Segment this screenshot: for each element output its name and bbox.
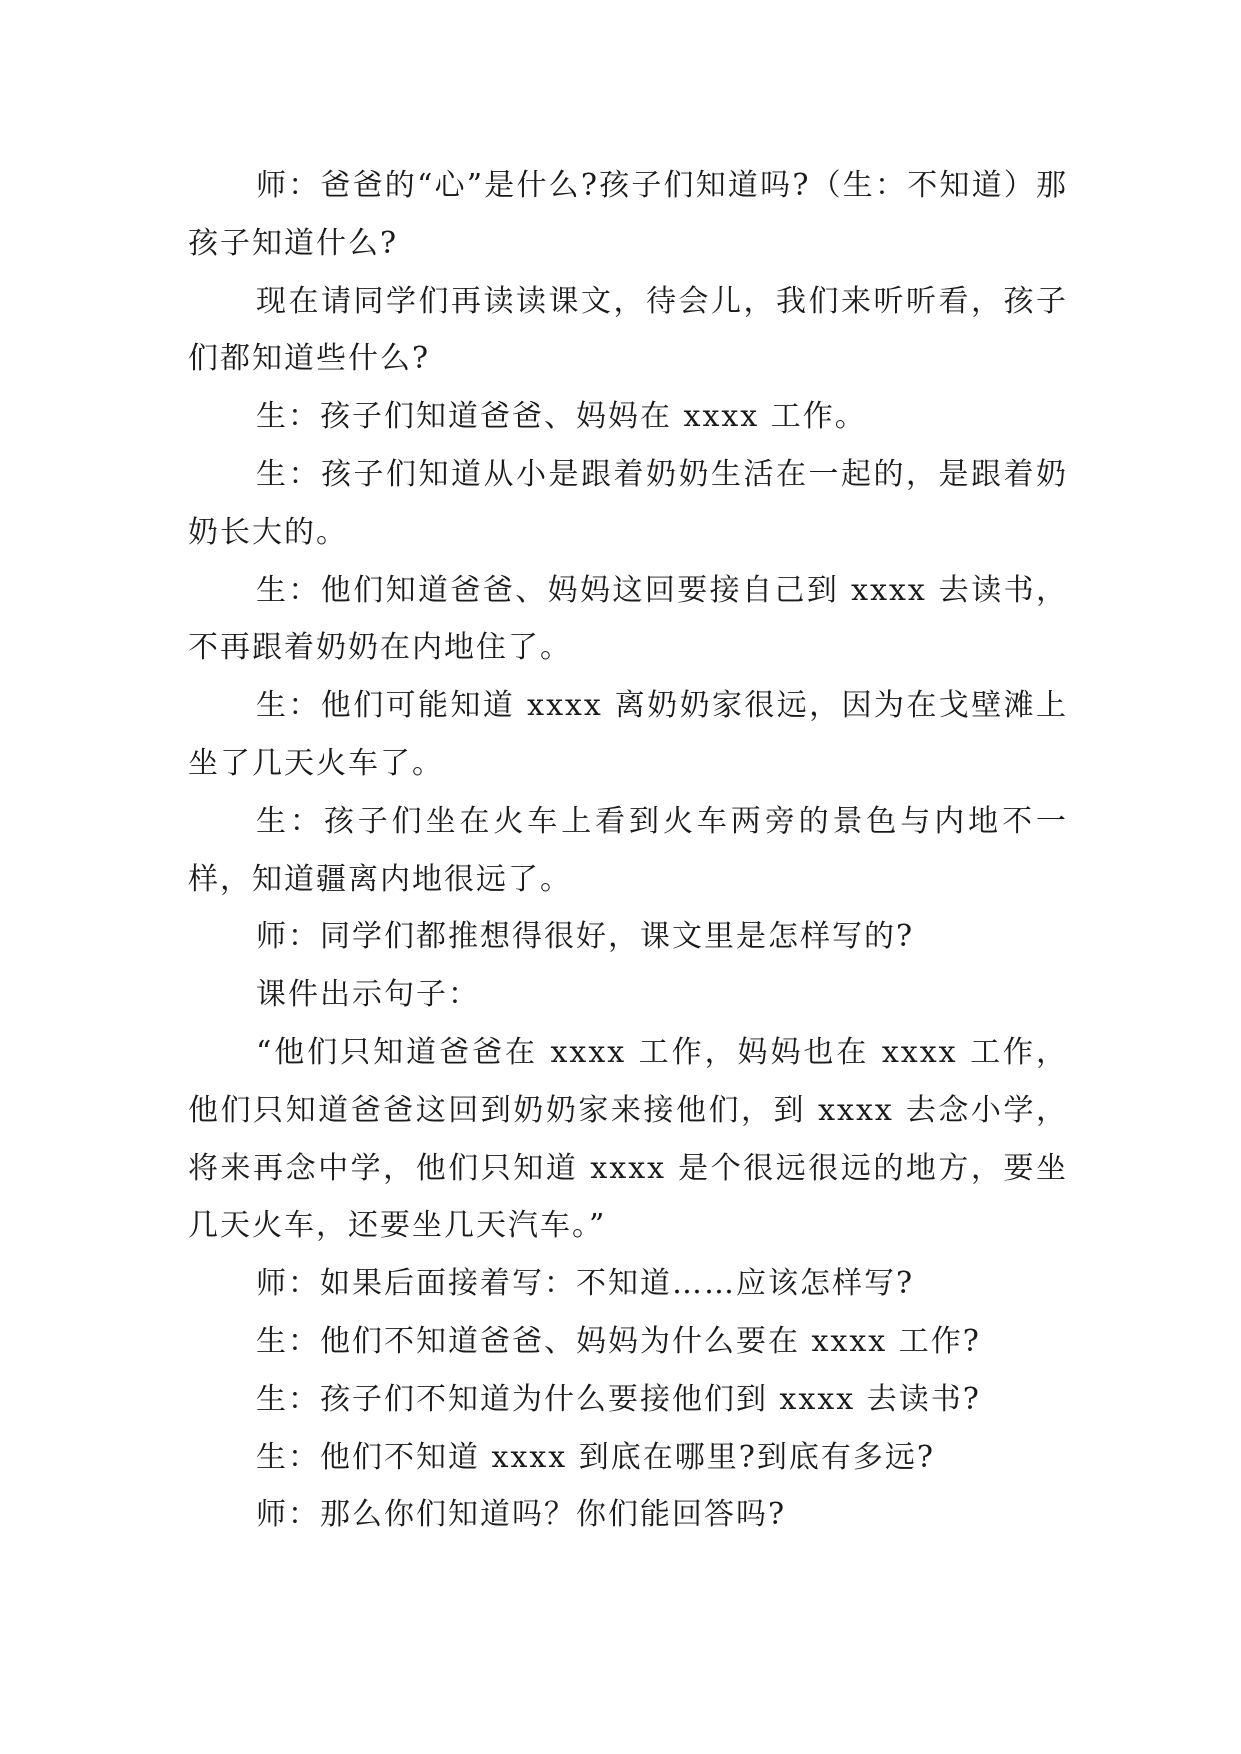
paragraph: 生：孩子们不知道为什么要接他们到 xxxx 去读书? — [256, 1381, 981, 1417]
quoted-passage: “他们只知道爸爸在 xxxx 工作，妈妈也在 xxxx 工作，他们只知道爸爸这回到奶奶家来接他们，到 xxxx 去念小学，将来再念中学，他们只知道 xxxx 是个很远很远的地方，要坐几天火车，还要坐几天汽车。” — [188, 1034, 1068, 1244]
paragraph: 生：孩子们知道从小是跟着奶奶生活在一起的，是跟着奶奶长大的。 — [188, 456, 1068, 550]
paragraph: 师：那么你们知道吗？你们能回答吗? — [256, 1497, 787, 1533]
paragraph: 生：他们知道爸爸、妈妈这回要接自己到 xxxx 去读书，不再跟着奶奶在内地住了。 — [188, 572, 1068, 666]
paragraph: 生：他们不知道爸爸、妈妈为什么要在 xxxx 工作? — [256, 1323, 981, 1359]
document-body — [188, 157, 1068, 1544]
paragraph: 现在请同学们再读读课文，待会儿，我们来听听看，孩子们都知道些什么? — [188, 283, 1068, 377]
paragraph: 生：孩子们知道爸爸、妈妈在 xxxx 工作。 — [256, 399, 867, 435]
paragraph: 生：孩子们坐在火车上看到火车两旁的景色与内地不一样，知道疆离内地很远了。 — [188, 803, 1068, 897]
paragraph: 生：他们可能知道 xxxx 离奶奶家很远，因为在戈壁滩上坐了几天火车了。 — [188, 688, 1068, 781]
paragraph: 师：如果后面接着写：不知道……应该怎样写? — [256, 1266, 915, 1302]
paragraph: 课件出示句子： — [256, 977, 480, 1013]
paragraph: 师：同学们都推想得很好，课文里是怎样写的? — [256, 919, 915, 955]
paragraph: 生：他们不知道 xxxx 到底在哪里?到底有多远? — [256, 1439, 935, 1475]
paragraph: 师：爸爸的“心”是什么?孩子们知道吗?（生：不知道）那孩子知道什么? — [188, 168, 1068, 261]
